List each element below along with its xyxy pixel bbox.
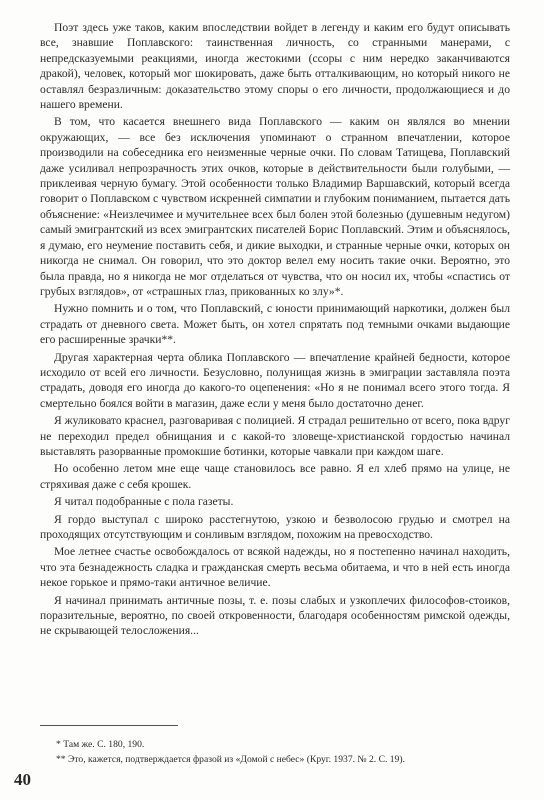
footnote-2: ** Это, кажется, подтверждается фразой из «Домой с небес» (Круг. 1937. № 2. С. 19).: [56, 754, 405, 765]
paragraph-10: Я начинал принимать античные позы, т. е. позы слабых и узкоплечих философов-стоиков, поразительные, вероятно, по своей откровенности, благодаря особенностям римской одежды, не скрывающей телосложения...: [40, 593, 510, 638]
footnote-1: * Там же. С. 180, 190.: [56, 739, 145, 750]
page-number: 40: [14, 770, 31, 789]
paragraph-4: Другая характерная черта облика Поплавского — впечатление крайней бедности, которое исходило от всей его личности. Безусловно, полунищая жизнь в эмиграции заставляла поэта страдать, доводя его иногда до какого-то оцепенения: «Но я не понимал всего этого тогда. Я смертельно боялся войти в магазин, даже если у меня было достаточно денег.: [40, 350, 510, 410]
paragraph-2: В том, что касается внешнего вида Поплавского — каким он являлся во мнении окружающих, — все без исключения упоминают о странном впечатлении, которое производили на собеседника его неизменные черные очки. По словам Татищева, Поплавский даже усиливал непрозрачность этих очков, которые в действительности были голубыми, — приклеивая черную бумагу. Этой особенности только Владимир Варшавский, который всегда говорит о Поплавском с чувством искренней симпатии и глубоким пониманием, пытается дать объяснение: «Неизлечимее и мучительнее всех был болен этой болезнью (душевным недугом) самый эмигрантский из всех эмигрантских писателей Борис Поплавский. Этим и объяснялось, я думаю, его неумение поставить себя, и дикие выходки, и странные черные очки, которых он никогда не снимал. Он говорил, что это доктор велел ему носить такие очки. Вероятно, это была правда, но я никогда не мог отделаться от чувства, что он носил их, чтобы «спастись от грубых взглядов», от «страшных глаз, прикованных ко злу»*.: [40, 115, 510, 298]
paragraph-6: Но особенно летом мне еще чаще становилось все равно. Я ел хлеб прямо на улице, не стряхивая даже с себя крошек.: [40, 462, 510, 491]
paragraph-8: Я гордо выступал с широко расстегнутою, узкою и безволосою грудью и смотрел на проходящих отсутствующим и сонливым взглядом, похожим на превосходство.: [40, 512, 510, 541]
paragraph-5: Я жуликовато краснел, разговаривая с полицией. Я страдал решительно от всего, пока вдруг не переходил предел обнищания и с какой-то зловеще-христианской гордостью начинал выставлять разорванные промокшие ботинки, которые чавкали при каждом шаге.: [40, 414, 510, 458]
paragraph-3: Нужно помнить и о том, что Поплавский, с юности принимающий наркотики, должен был страдать от дневного света. Может быть, он хотел спрятать под темными очками выдающие его расширенные зрачки**.: [40, 302, 510, 347]
footnote-divider: [40, 725, 178, 726]
paragraph-7: Я читал подобранные с пола газеты.: [54, 495, 234, 509]
paragraph-1: Поэт здесь уже таков, каким впоследствии войдет в легенду и каким его будут описывать все, знавшие Поплавского: таинственная личность, со странными манерами, с непредсказуемыми реакциями, иногда жестокими (ссоры с ним нередко заканчиваются дракой), человек, который мог шокировать, даже быть отталкивающим, но который никого не оставлял безразличным: доказательство этому споры о его личности, продолжающиеся и до нашего времени.: [40, 21, 510, 112]
main-text: [40, 20, 510, 641]
footnotes: [40, 737, 510, 767]
paragraph-9: Мое летнее счастье освобождалось от всякой надежды, но я постепенно начинал находить, что эта безнадежность сладка и гражданская смерть весьма обитаема, и что в ней есть иногда некое горькое и прямо-таки античное величие.: [40, 545, 510, 590]
